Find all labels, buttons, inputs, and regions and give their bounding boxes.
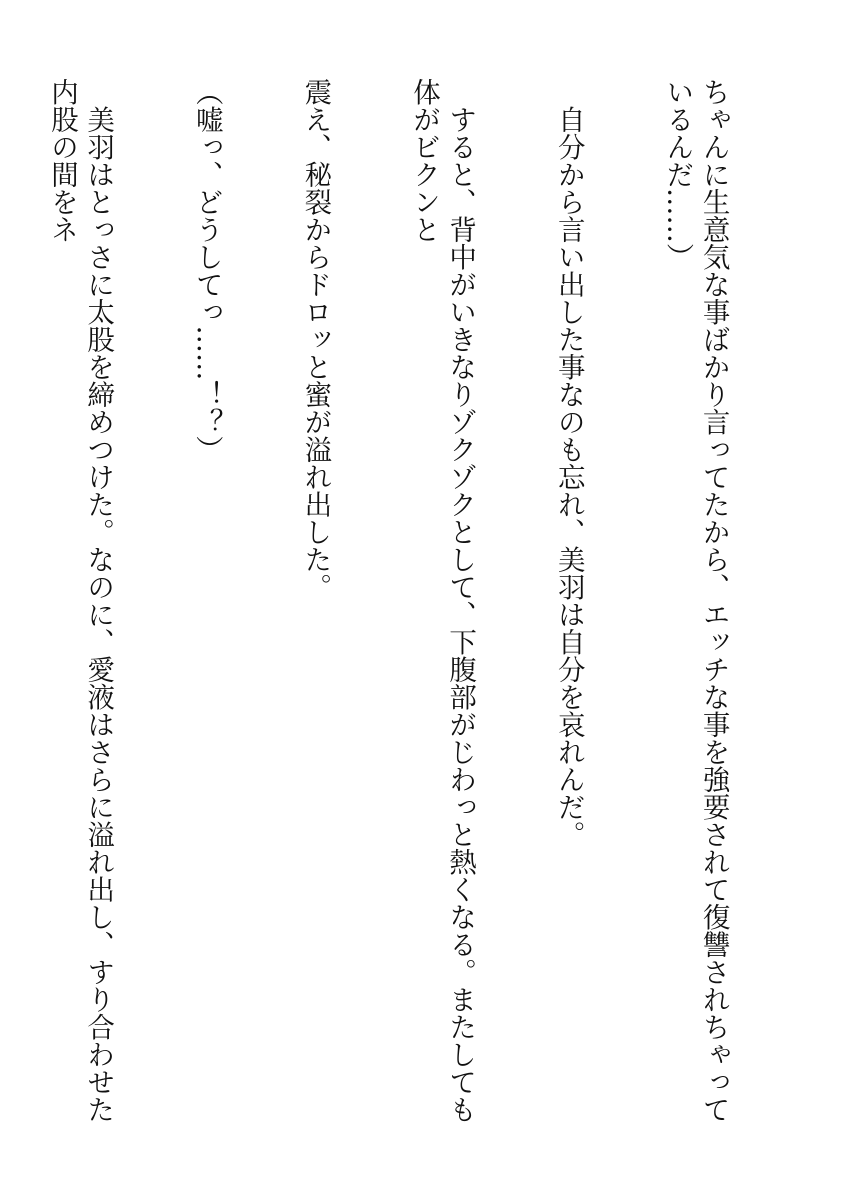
- text-line: ちゃんに生意気な事ばかり言ってたから、エッチな事を強要されて復讐されちゃっているんだ……）: [661, 78, 730, 1123]
- text-line: 震え、秘裂からドロッと蜜が溢れ出した。: [299, 78, 332, 601]
- text-line: 自分から言い出した事なのも忘れ、美羽は自分を哀れんだ。: [552, 78, 585, 848]
- text-line: 美羽はとっさに太股を締めつけた。なのに、愛液はさらに溢れ出し、すり合わせた内股の間をネ: [45, 78, 115, 1123]
- vertical-text-body: [0, 78, 804, 1128]
- text-line: すると、背中がいきなりゾクゾクとして、下腹部がじわっと熱くなる。またしても体がビクンと: [407, 78, 477, 1123]
- text-line: （嘘っ、どうしてっ……！？）: [190, 78, 223, 463]
